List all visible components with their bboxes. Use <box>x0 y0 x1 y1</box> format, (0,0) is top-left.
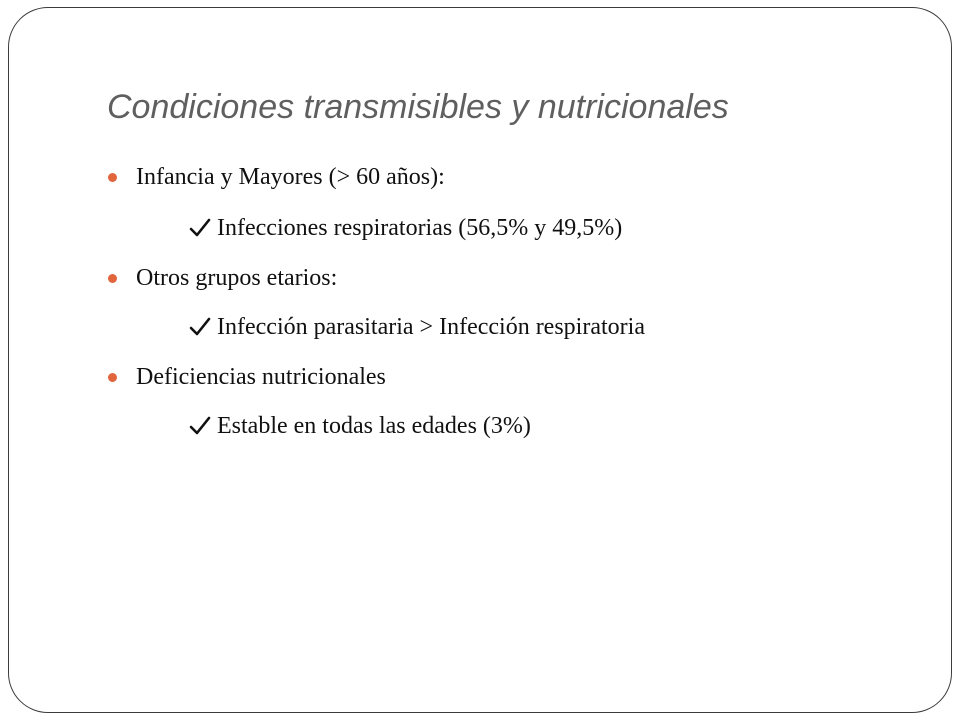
checkmark-icon <box>188 315 212 339</box>
bullet-text: Infancia y Mayores (> 60 años): <box>136 164 445 190</box>
bullet-dot-icon <box>108 373 117 382</box>
sub-bullet-text: Infecciones respiratorias (56,5% y 49,5%) <box>217 215 623 241</box>
sub-bullet-text: Estable en todas las edades (3%) <box>217 413 531 439</box>
bullet-text: Deficiencias nutricionales <box>136 364 386 390</box>
sub-bullet-text: Infección parasitaria > Infección respiratoria <box>217 314 645 340</box>
bullet-dot-icon <box>108 274 117 283</box>
bullet-text: Otros grupos etarios: <box>136 265 338 291</box>
checkmark-icon <box>188 216 212 240</box>
bullet-dot-icon <box>108 173 117 182</box>
checkmark-icon <box>188 414 212 438</box>
slide-title: Condiciones transmisibles y nutricionales <box>107 88 729 126</box>
